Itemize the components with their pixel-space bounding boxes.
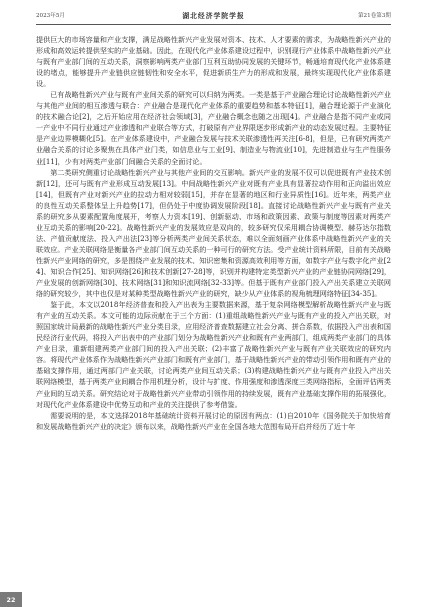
header-volume-issue: 第21卷第3期 bbox=[357, 13, 391, 19]
header-journal-title: 湖北经济学院学报 bbox=[182, 12, 245, 20]
page-number: 22 bbox=[0, 592, 22, 607]
paragraph-2: 已有战略性新兴产业与既有产业间关系的研究可以归纳为两类。一类是基于产业融合理论讨论战略性新兴产业与其他产业间的相互渗透与联合：产业融合是现代化产业体系的重要趋势和基本特征[1]，融合理论源于产业演化的技术融合论[2]，之后开始应用在经济社会领域[3]，产业融合概念也随之出现[4]。产业融合是指不同产业或同一产业中不同行业通过产业渗透和产业联合等方式，打破原有产业界限逐步形成新产业的动态发展过程。主要特征是产业边界模糊化[5]。在产业体系建设中，产业融合发展与技术关联渗透性再关注[6-8]，但是，已有研究两类产业融合关系的讨论多聚焦在具体产业门类，如信息业与工业[9]、制造业与物流业[10]，先进制造业与生产性服务业[11]，少有对两类产业部门间融合关系的全面讨论。 bbox=[36, 90, 391, 166]
running-header bbox=[0, 0, 427, 28]
paragraph-3: 第二类研究侧重讨论战略性新兴产业与其他产业间的交互影响。新兴产业的发展不仅可以促进既有产业技术创新[12]，还可与既有产业形成互动发展[13]。中间战略性新兴产业对既有产业具有显著拉动作用和正向溢出效应[14]，但既有产业对新兴产业的拉动力相对较弱[15]，并存在显著的地区和行业异质性[16]。近年来，两类产业的良性互动关系整体呈上升趋势[17]，但仍处于中度协调发展阶段[18]。直接讨论战略性新兴产业与既有产业关系的研究多从要素配置角度展开，考察人力资本[19]、创新驱动、市场和政策因素、政策与制度等因素对两类产业互动关系的影响[20-22]。战略性新兴产业的发展效应是双向的，较多研究仅采用耦合协调模型、赫芬达尔指数法、产值贡献度法、投入产出法[23]等分析两类产业间关系状态，难以全面刻画产业体系中战略性新兴产业的关联效应。产业关联网络是衡量各产业部门间互动关系的一种可行的研究方法。受产业统计资料所限，目前有关战略性新兴产业网络的研究，多是围绕产业发展的技术、知识密集和资源高效利用等方面，如数字产业与数字化产业[24]、知识合作[25]、知识网络[26]和技术创新[27-28]等，识别并构建特定类型新兴产业的产业链协同网络[29]，产业发展的创新网络[30]、技术网络[31]和知识流网络[32-33]等。但基于既有产业部门投入产出关系建立关联网络的研究较少，其中也仅是对某种类型战略性新兴产业的研究，缺少从产业体系的视角梳理网络特征[34-35]。 bbox=[36, 167, 391, 299]
paragraph-4: 鉴于此，本文以2018年经济普查和投入产出表为主要数据来源，基于复杂网络模型解析战略性新兴产业与既有产业的互动关系。本文可能的边际贡献在于三个方面：(1)重组战略性新兴产业与既有产业的投入产出关联，对照国家统计局最新的战略性新兴产业分类目录，应用经济普查数据建立社会分离、拼合系数，依据投入产出表和国民经济行业代码，将投入产出表中的产业部门划分为战略性新兴产业和既有产业两部门，组成两类产业部门的具体产业目录，重新组建两类产业部门间的投入产出关联；(2)丰富了战略性新兴产业与既有产业关联效应的研究内容。将现代产业体系作为战略性新兴产业部门和既有产业部门，基于战略性新兴产业的带动引领作用和既有产业的基础支撑作用，通过两部门产业关联，讨论两类产业间互动关系；(3)构建战略性新兴产业与既有产业投入产出关联网络模型，基于两类产业间耦合作用机理分析，设计与扩度、作用强度和渗透深度三类网络指标，全面评估两类产业间的互动关系。研究结论对于战略性新兴产业带动引领作用的持续发展，既有产业基础支撑作用的拓展强化，对现代化产业体系建设中优势互动和产业的关注提供了参考借鉴。 bbox=[36, 300, 391, 409]
header-divider bbox=[36, 24, 391, 25]
header-issue-date: 2023年5月 bbox=[36, 13, 65, 19]
article-body bbox=[36, 34, 391, 432]
paragraph-1: 提供巨大的市场容量和产业支撑，满足战略性新兴产业发展对资本、技术、人才要素的需求，为战略性新兴产业的形成和高效运转提供坚实的产业基础。因此，在现代化产业体系建设过程中，识别现行产业体系中战略性新兴产业与既有产业部门间的互动关系，洞察影响两类产业部门互利互助协同发展的关键环节，畅通培育现代化产业体系建设的堵点，能够提升产业链供应链韧性和安全水平，促进新质生产力的形成和发展，最终实现现代化产业体系建设。 bbox=[36, 35, 391, 89]
paragraph-5: 需要说明的是，本文选择2018年基础统计资料开展讨论的原因有两点：(1)自2010年《国务院关于加快培育和发展战略性新兴产业的决定》颁布以来，战略性新兴产业在全国各地大范围布局开启并经历了近十年 bbox=[36, 410, 391, 431]
